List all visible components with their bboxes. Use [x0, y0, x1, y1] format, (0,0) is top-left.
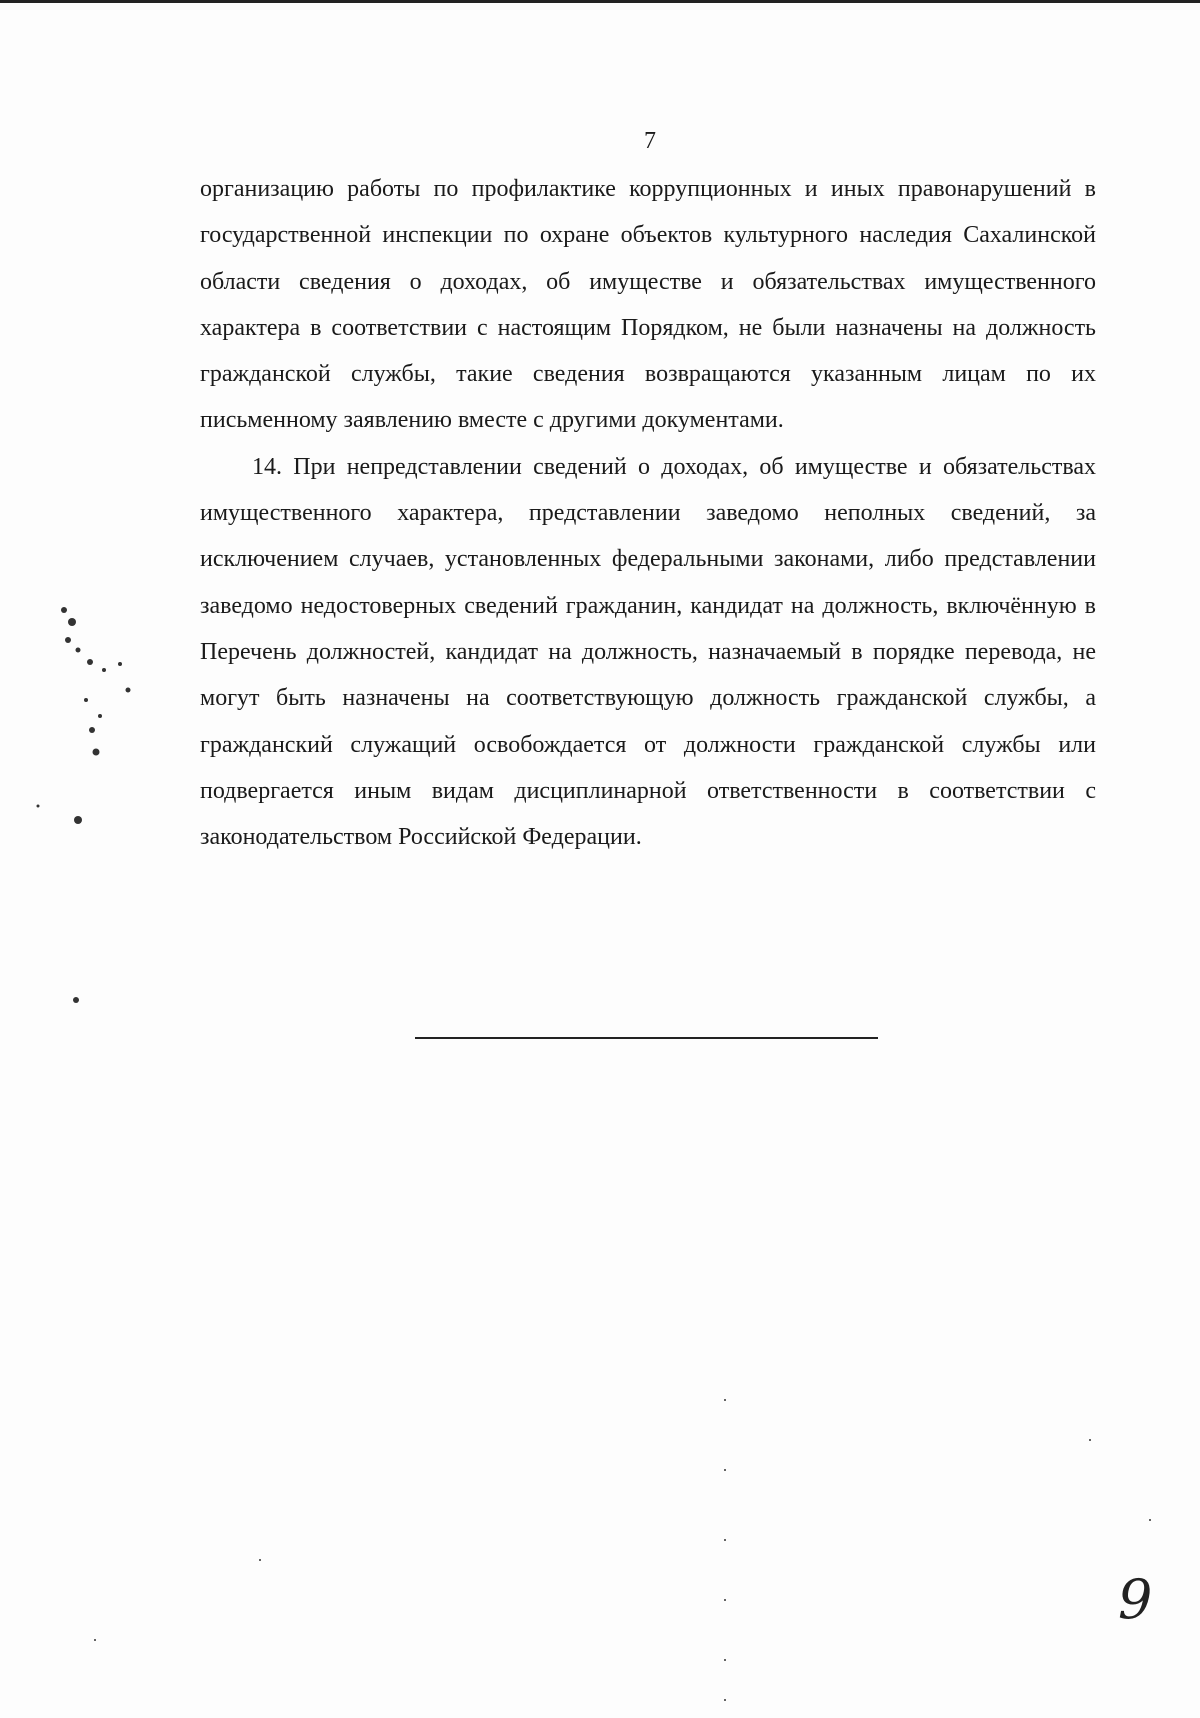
scan-top-edge [0, 0, 1200, 3]
page-number: 7 [644, 128, 656, 154]
document-body [200, 166, 1096, 860]
end-of-text-rule [415, 1037, 878, 1039]
paragraph-continuation: организацию работы по профилактике коррупционных и иных правонарушений в государственной инспекции по охране объектов культурного наследия Сахалинской области сведения о доходах, об имуществе и обязательствах имущественного характера в соответствии с настоящим Порядком, не были назначены на должность гражданской службы, такие сведения возвращаются указанным лицам по их письменному заявлению вместе с другими документами. [200, 176, 1096, 434]
paragraph-14: 14. При непредставлении сведений о доходах, об имуществе и обязательствах имущественного характера, представлении заведомо неполных сведений, за исключением случаев, установленных федеральными законами, либо представлении заведомо недостоверных сведений гражданин, кандидат на должность, включённую в Перечень должностей, кандидат на должность, назначаемый в порядке перевода, не могут быть назначены на соответствующую должность гражданской службы, а гражданский служащий освобождается от должности гражданской службы или подвергается иным видам дисциплинарной ответственности в соответствии с законодательством Российской Федерации. [200, 453, 1096, 851]
handwritten-sheet-number: 9 [1118, 1568, 1153, 1631]
